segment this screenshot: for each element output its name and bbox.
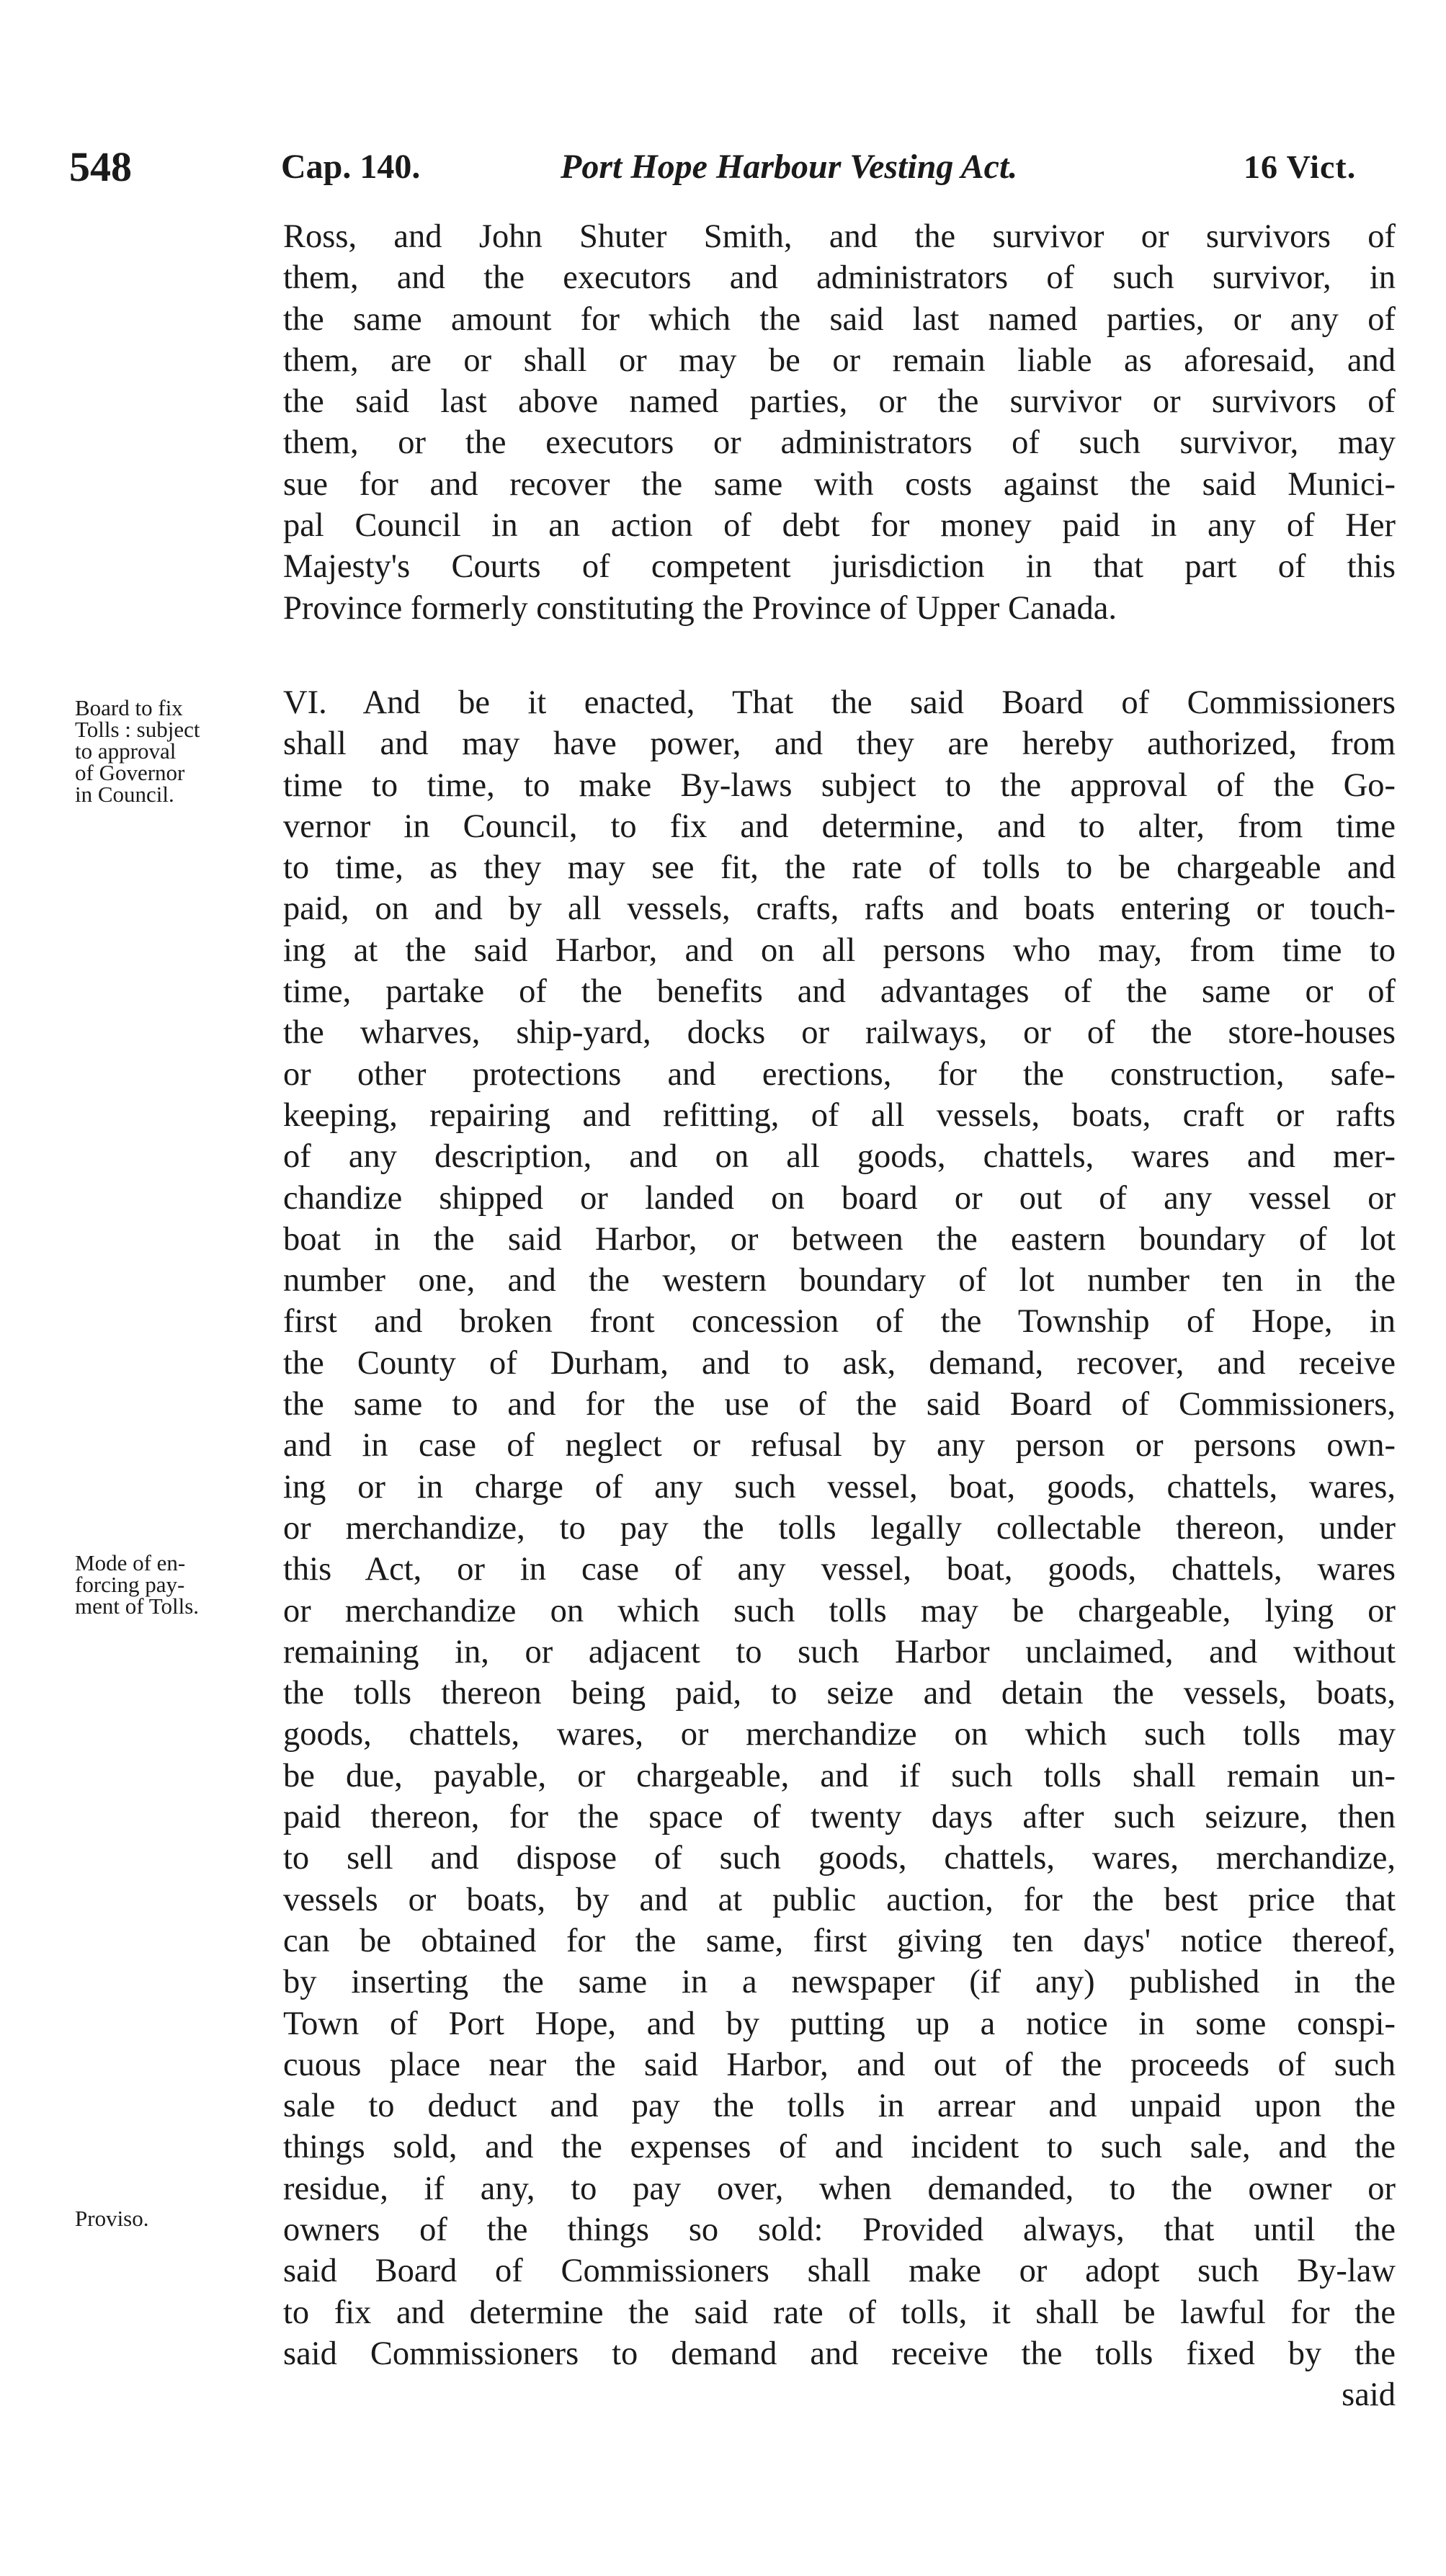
continuation-paragraph bbox=[283, 216, 1396, 629]
text-line: can be obtained for the same, first giving ten days' notice thereof, bbox=[283, 1922, 1396, 1959]
margin-note-line: Tolls : subject bbox=[75, 717, 200, 742]
text-line: goods, chattels, wares, or merchandize on which such tolls may bbox=[283, 1716, 1396, 1753]
margin-note-line: ment of Tolls. bbox=[75, 1593, 200, 1619]
text-line: them, or the executors or administrators of such survivor, may bbox=[283, 424, 1396, 462]
text-line: Town of Port Hope, and by putting up a notice in some conspi- bbox=[283, 2005, 1396, 2042]
text-line: keeping, repairing and refitting, of all vessels, boats, craft or rafts bbox=[283, 1096, 1396, 1134]
text-line: be due, payable, or chargeable, and if such tolls shall remain un- bbox=[283, 1757, 1396, 1794]
text-line: chandize shipped or landed on board or out of any vessel or bbox=[283, 1179, 1396, 1217]
text-line: said Board of Commissioners shall make or adopt such By-law bbox=[283, 2253, 1396, 2290]
running-header bbox=[0, 138, 1446, 196]
text-line: Majesty's Courts of competent jurisdiction in that part of this bbox=[283, 548, 1396, 586]
margin-note-mode-enforcing bbox=[75, 1552, 269, 1617]
text-line: the said last above named parties, or the survivor or survivors of bbox=[283, 383, 1396, 421]
text-line: this Act, or in case of any vessel, boat, goods, chattels, wares bbox=[283, 1551, 1396, 1588]
text-line: or other protections and erections, for the construction, safe- bbox=[283, 1055, 1396, 1093]
text-line: vessels or boats, by and at public auction, for the best price that bbox=[283, 1881, 1396, 1918]
section-vi bbox=[283, 682, 1396, 2415]
text-line: the County of Durham, and to ask, demand, recover, and receive bbox=[283, 1344, 1396, 1382]
text-line: to fix and determine the said rate of tolls, it shall be lawful for the bbox=[283, 2294, 1396, 2331]
regnal-year: 16 Vict. bbox=[1244, 148, 1357, 185]
text-line: by inserting the same in a newspaper (if any) published in the bbox=[283, 1964, 1396, 2001]
text-line: first and broken front concession of the Township of Hope, in bbox=[283, 1303, 1396, 1341]
margin-note-line: forcing pay- bbox=[75, 1572, 185, 1597]
text-line: sale to deduct and pay the tolls in arrear and unpaid upon the bbox=[283, 2088, 1396, 2125]
text-line: paid, on and by all vessels, crafts, rafts and boats entering or touch- bbox=[283, 890, 1396, 928]
text-line: to time, as they may see fit, the rate of tolls to be chargeable and bbox=[283, 849, 1396, 887]
text-line: vernor in Council, to fix and determine, and to alter, from time bbox=[283, 808, 1396, 845]
text-line: time to time, to make By-laws subject to the approval of the Go- bbox=[283, 766, 1396, 804]
margin-note-line: Proviso. bbox=[75, 2206, 149, 2231]
text-line: number one, and the western boundary of lot number ten in the bbox=[283, 1262, 1396, 1300]
chapter-number: Cap. 140. bbox=[281, 148, 421, 186]
text-line: to sell and dispose of such goods, chattels, wares, merchandize, bbox=[283, 1840, 1396, 1877]
text-line: the wharves, ship-yard, docks or railways, or of the store-houses bbox=[283, 1014, 1396, 1052]
margin-note-line: of Governor bbox=[75, 760, 185, 785]
text-line: VI. And be it enacted, That the said Board of Commissioners bbox=[283, 684, 1396, 721]
text-line: said Commissioners to demand and receive the tolls fixed by the bbox=[283, 2335, 1396, 2372]
catchword: said bbox=[1342, 2376, 1396, 2414]
margin-note-line: in Council. bbox=[75, 782, 174, 807]
text-line: ing at the said Harbor, and on all persons who may, from time to bbox=[283, 931, 1396, 969]
text-line: time, partake of the benefits and advantages of the same or of bbox=[283, 973, 1396, 1011]
margin-note-board-tolls bbox=[75, 697, 269, 805]
text-line: boat in the said Harbor, or between the eastern boundary of lot bbox=[283, 1220, 1396, 1258]
text-line: remaining in, or adjacent to such Harbor unclaimed, and without bbox=[283, 1633, 1396, 1671]
margin-note-proviso bbox=[75, 2208, 269, 2230]
text-line: sue for and recover the same with costs against the said Munici- bbox=[283, 465, 1396, 503]
text-line: ing or in charge of any such vessel, boat, goods, chattels, wares, bbox=[283, 1468, 1396, 1506]
text-line: cuous place near the said Harbor, and out of the proceeds of such bbox=[283, 2046, 1396, 2083]
text-line: residue, if any, to pay over, when demanded, to the owner or bbox=[283, 2170, 1396, 2207]
page-number: 548 bbox=[69, 143, 132, 190]
act-title: Port Hope Harbour Vesting Act. bbox=[561, 148, 1018, 186]
text-line: and in case of neglect or refusal by any person or persons own- bbox=[283, 1427, 1396, 1464]
text-line: the tolls thereon being paid, to seize and detain the vessels, boats, bbox=[283, 1675, 1396, 1712]
text-line: shall and may have power, and they are hereby authorized, from bbox=[283, 725, 1396, 763]
text-line: things sold, and the expenses of and incident to such sale, and the bbox=[283, 2129, 1396, 2166]
text-line: the same amount for which the said last named parties, or any of bbox=[283, 300, 1396, 338]
margin-note-line: to approval bbox=[75, 738, 177, 764]
text-line: paid thereon, for the space of twenty days after such seizure, then bbox=[283, 1799, 1396, 1836]
text-line: them, are or shall or may be or remain liable as aforesaid, and bbox=[283, 341, 1396, 379]
text-line: pal Council in an action of debt for money paid in any of Her bbox=[283, 507, 1396, 545]
margin-note-line: Mode of en- bbox=[75, 1550, 186, 1575]
text-line: Province formerly constituting the Province of Upper Canada. bbox=[283, 589, 1117, 627]
text-line: or merchandize on which such tolls may be chargeable, lying or bbox=[283, 1592, 1396, 1629]
text-line: of any description, and on all goods, chattels, wares and mer- bbox=[283, 1138, 1396, 1176]
text-line: owners of the things so sold: Provided always, that until the bbox=[283, 2211, 1396, 2248]
text-line: or merchandize, to pay the tolls legally collectable thereon, under bbox=[283, 1509, 1396, 1547]
text-line: the same to and for the use of the said Board of Commissioners, bbox=[283, 1386, 1396, 1423]
margin-note-line: Board to fix bbox=[75, 695, 183, 720]
text-line: Ross, and John Shuter Smith, and the survivor or survivors of bbox=[283, 218, 1396, 255]
text-line: them, and the executors and administrators of such survivor, in bbox=[283, 259, 1396, 297]
